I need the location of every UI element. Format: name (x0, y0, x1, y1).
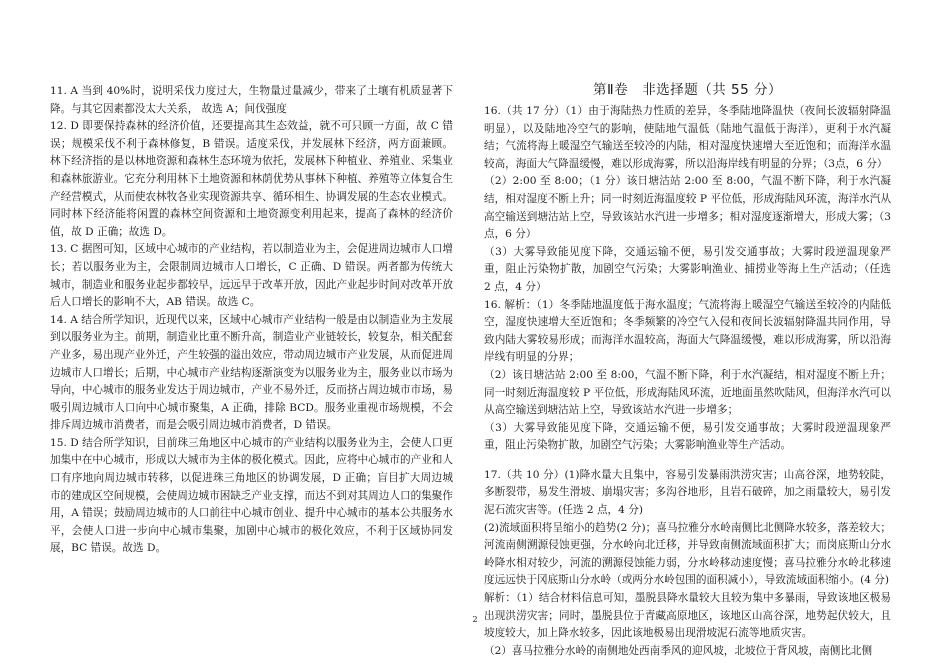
page-number: 2 (472, 615, 478, 624)
answer-q16-part1: 16.（共 17 分）（1）由于海陆热力性质的差异，冬季陆地降温快（夜间长波辐射降温明显），以及陆地冷空气的影响，使陆地气温低（陆地气温低于海洋），更利于水汽凝结；气流将海上暖湿空气输送至较冷的内陆，相对湿度快速增大至近饱和；而海洋水温较高，海面大气降温缓慢，难以形成海雾，所以沿海岸线有明显的分界；（3点，6 分） (484, 105, 891, 170)
answer-q11: 11. A 当到 40%时，说明采伐力度过大，生物量过量减少，带来了土壤有机质显著下降。与其它因素都没太大关系， 故选 A；间伐强度 (50, 85, 453, 115)
analysis-q16-part1: 16. 解析：（1）冬季陆地温度低于海水温度；气流将海上暖湿空气输送至较冷的内陆低空，湿度快速增大至近饱和；冬季频繁的冷空气入侵和夜间长波辐射降温共同作用，导致内陆大雾较易形成；而海洋水温较高，海面大气降温缓慢，难以形成海雾，所以沿海岸线有明显的分界； (484, 298, 891, 364)
answer-q14: 14. A 结合所学知识，近现代以来，区域中心城市产业结构一般是由以制造业为主发展到以服务业为主。前期，制造业比重不断升高，制造业产业链较长，较复杂，相关配套产业多，易出现产业外迁，产生较强的溢出效应，带动周边城市产业发展，从而促进周边城市人口增长；后期，中心城市产业结构逐渐演变为以服务业为主，服务业以市场为导向，中心城市的服务业发达于周边城市，产业不易外迁，反而挤占周边城市市场，易吸引周边城市人口向中心城市聚集，A 正确，排除 BCD。服务业重视市场规模，不会排斥周边城市消费者，而是会吸引周边城市消费者，D 错误。 (50, 313, 453, 432)
answer-q12: 12. D 即要保持森林的经济价值，还要提高其生态效益，就不可只顾一方面，故 C 错误；规模采伐不利于森林修复，B 错误。适度采伐，并发展林下经济，两方面兼顾。林下经济指的是以林地资源和森林生态环境为依托，发展林下种植业、养殖业、采集业和森林旅游业。它充分利用林下土地资源和林荫优势从事林下种植、养殖等立体复合生产经营模式，从而使农林牧各业实现资源共享、循环相生、协调发展的生态农业模式。同时林下经济能将闲置的森林空间资源和土地资源变利用起来，提高了森林的经济价值，故 D 正确；故选 D。 (50, 120, 453, 238)
paragraph-gap (484, 455, 891, 467)
analysis-q17-part2: （2）喜马拉雅分水岭的南侧地处西南季风的迎风坡，北坡位于背风坡，南侧比北侧 (484, 644, 873, 657)
answer-q13: 13. C 据图可知，区域中心城市的产业结构，若以制造业为主，会促进周边城市人口增长；若以服务业为主，会限制周边城市人口增长，C 正确、D 错误。两者都为传统大城市，制造业和服务业起步都较早，远远早于改革开放，因此产业起步时间对改革开放后人口增长的影响不大，AB 错误。故选 C。 (50, 243, 453, 309)
answer-q15: 15. D 结合所学知识，目前珠三角地区中心城市的产业结构以服务业为主，会使人口更加集中在中心城市，形成以大城市为主体的极化模式。因此，应将中心城市的产业和人口有序地向周边城市转移，以促进珠三角地区的协调发展，D 正确；盲目扩大周边城市的建成区空间规模，会使周边城市困缺乏产业支撑，而达不到对其周边人口的集聚作用，A 错误；鼓励周边城市的人口前往中心城市创业、提升中心城市的基本公共服务水平，会使人口进一步向中心城市集聚，加剧中心城市的极化效应，不利于区域协同发展，BC 错误。故选 D。 (50, 436, 453, 555)
answer-q16-part2: （2）2:00 至 8:00；（1 分）该日塘沽站 2:00 至 8:00，气温不断下降，利于水汽凝结，相对湿度不断上升；同一时刻近海温度较 P 平位低，形成海陆风环流，海洋水汽从高空输送到塘沽站上空，导致该站水汽进一步增多；相对湿度逐渐增大，形成大雾；（3 点，6 分） (484, 175, 891, 241)
section-title: 第Ⅱ卷 非选择题（共 55 分） (593, 82, 782, 98)
answer-q17-part1: 17.（共 10 分）(1)降水量大且集中，容易引发暴雨洪涝灾害；山高谷深，地势较陡，多断裂带，易发生滑坡、崩塌灾害；多沟谷地形，且岩石破碎，加之雨量较大，易引发泥石流灾害等。(任选 2 点，4 分) (484, 468, 891, 517)
right-column (484, 79, 891, 660)
analysis-q17-part1: 解析：（1）结合材料信息可知，墨脱县降水量较大且较为集中多暴雨，导致该地区极易出现洪涝灾害；同时，墨脱县位于青藏高原地区，该地区山高谷深，地势起伏较大，且坡度较大，加上降水较多，因此该地极易出现滑坡泥石流等地质灾害。 (484, 592, 891, 640)
left-column (50, 83, 453, 558)
analysis-q16-part2: （2）该日塘沽站 2:00 至 8:00，气温不断下降，利于水汽凝结，相对湿度不断上升；同一时刻近海温度较 P 平位低，形成海陆风环流，近地面虽然吹陆风，但海洋水汽可以从高空输送到塘沽站上空，导致该站水汽进一步增多； (484, 368, 891, 417)
analysis-q16-part3: （3）大雾导致能见度下降，交通运输不便，易引发交通事故；大雾时段逆温现象严重，阻止污染物扩散，加剧空气污染；大雾影响渔业等生产活动。 (484, 421, 891, 452)
answer-q16-part3: （3）大雾导致能见度下降，交通运输不便，易引发交通事故；大雾时段逆温现象严重，阻止污染物扩散，加剧空气污染；大雾影响渔业、捕捞业等海上生产活动；（任选 2 点，4 分） (484, 245, 891, 293)
answer-q17-part2: (2)流域面积将呈缩小的趋势(2 分)；喜马拉雅分水岭南侧比北侧降水较多，落差较大；河流南侧溯源侵蚀更强，分水岭向北迁移，并导致南侧流域面积扩大；而岗底斯山分水岭降水相对较少，河流的溯源侵蚀能力弱，分水岭移动速度慢；喜马拉雅分水岭北移速度远远快于冈底斯山分水岭（或两分水岭包围的面积减小），导致流域面积缩小。(4 分) (484, 521, 891, 587)
